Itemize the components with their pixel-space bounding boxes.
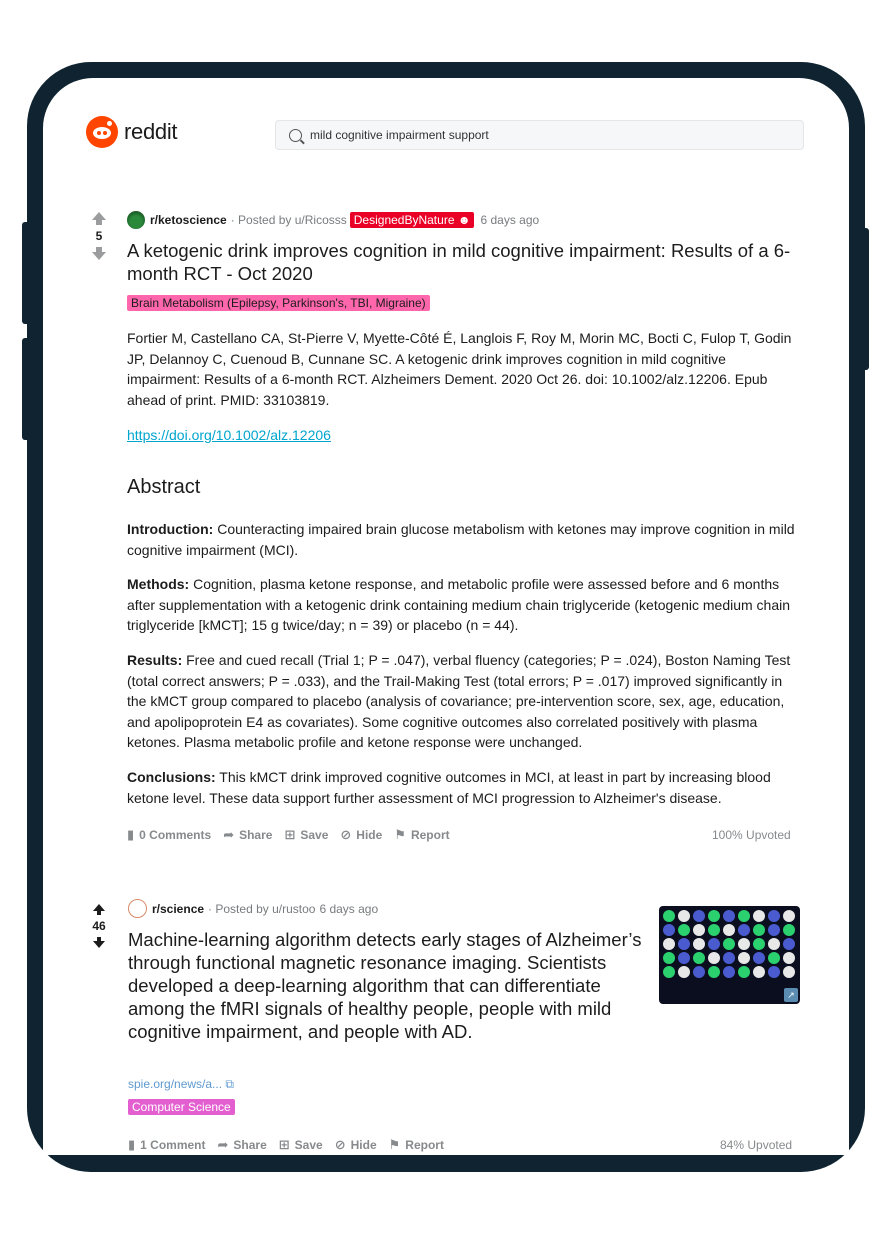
report-label: Report	[410, 828, 450, 842]
hide-button[interactable]	[340, 827, 382, 843]
scan-slice	[708, 924, 720, 936]
scan-slice	[738, 966, 750, 978]
scan-slice	[708, 938, 720, 950]
scan-slice	[693, 924, 705, 936]
scan-slice	[783, 938, 795, 950]
scan-slice	[738, 952, 750, 964]
results-text: Free and cued recall (Trial 1; P = .047), verbal fluency (categories; P = .024), Boston Naming Test (total correct answers; P = .033), and the Trail-Making Test (total errors; P = .017) improved significantly in the kMCT group compared to placebo (analysis of covariance; pre-intervention score, sex, age, education, and apolipoprotein E4 as covariates). Some cognitive outcomes also correlated positively with plasma ketones. Plasma metabolic profile and ketone response were unchanged.	[127, 651, 791, 751]
posted-by[interactable]: · Posted by u/Ricosss	[230, 213, 347, 227]
intro-text: Counteracting impaired brain glucose metabolism with ketones may improve cognition in mild cognitive impairment (MCI).	[127, 521, 795, 558]
hide-label: Hide	[356, 828, 383, 842]
comments-button[interactable]	[128, 1137, 206, 1153]
scan-slice	[753, 952, 765, 964]
downvote-icon[interactable]	[87, 937, 111, 948]
save-label: Save	[294, 1138, 323, 1152]
scan-slice	[768, 966, 780, 978]
save-label: Save	[300, 828, 329, 842]
search-input[interactable]: mild cognitive impairment support	[310, 128, 489, 142]
scan-slice	[663, 910, 675, 922]
hide-label: Hide	[350, 1138, 377, 1152]
scan-slice	[753, 924, 765, 936]
scan-slice	[708, 910, 720, 922]
post-title[interactable]: A ketogenic drink improves cognition in mild cognitive impairment: Results of a 6-month RCT - Oct 2020	[127, 240, 791, 284]
scan-slice	[768, 924, 780, 936]
comment-icon: ▮	[127, 827, 135, 842]
scan-slice	[768, 952, 780, 964]
comment-icon: ▮	[128, 1137, 136, 1152]
abstract-heading: Abstract	[127, 476, 201, 498]
scan-slice	[783, 910, 795, 922]
subreddit-icon[interactable]	[127, 211, 145, 229]
scan-slice	[723, 924, 735, 936]
post-actions	[128, 1137, 456, 1153]
post-flair[interactable]: Computer Science	[128, 1099, 235, 1115]
hide-icon: ⊘	[334, 1137, 346, 1152]
scan-slice	[663, 938, 675, 950]
intro-label: Introduction:	[127, 521, 214, 537]
share-label: Share	[233, 1138, 267, 1152]
upvote-icon[interactable]	[87, 212, 111, 225]
intro-paragraph	[127, 519, 802, 560]
flag-icon: ⚑	[394, 827, 406, 842]
vote-count: 46	[92, 919, 106, 933]
downvote-icon[interactable]	[87, 247, 111, 260]
share-icon: ➦	[217, 1137, 229, 1152]
scan-slice	[723, 910, 735, 922]
reddit-logo[interactable]	[86, 116, 177, 148]
share-button[interactable]	[218, 1137, 267, 1153]
scan-slice	[738, 910, 750, 922]
vote-count: 5	[95, 229, 103, 243]
subreddit-icon[interactable]	[128, 899, 147, 918]
vote-widget	[87, 904, 111, 948]
post-body	[127, 328, 802, 424]
subreddit-link[interactable]: r/ketoscience	[150, 213, 227, 227]
brain-scan-image	[659, 906, 800, 982]
screen	[43, 78, 849, 1155]
post-time: 6 days ago	[480, 213, 540, 227]
report-button[interactable]	[389, 1137, 444, 1153]
methods-paragraph	[127, 574, 802, 636]
volume-button	[22, 222, 30, 324]
scan-slice	[768, 910, 780, 922]
scan-slice	[753, 910, 765, 922]
comments-label: 1 Comment	[140, 1138, 206, 1152]
post-time: 6 days ago	[319, 901, 379, 916]
scan-slice	[738, 938, 750, 950]
external-link-icon: ↗	[784, 988, 798, 1002]
abstract-body	[127, 519, 802, 822]
vote-widget	[87, 212, 111, 260]
power-button	[861, 228, 869, 370]
upvote-icon[interactable]	[87, 904, 111, 915]
post-meta	[128, 899, 378, 918]
link-domain[interactable]	[128, 1077, 234, 1092]
scan-slice	[678, 952, 690, 964]
subreddit-link[interactable]: r/science	[152, 901, 205, 916]
flag-icon: ⚑	[388, 1137, 401, 1152]
scan-slice	[678, 966, 690, 978]
share-label: Share	[239, 828, 273, 842]
scan-slice	[693, 910, 705, 922]
alien-icon: ☻	[457, 213, 471, 227]
save-button[interactable]	[284, 827, 328, 843]
conclusions-paragraph	[127, 767, 802, 808]
report-button[interactable]	[394, 827, 449, 843]
scan-slice	[678, 910, 690, 922]
results-paragraph	[127, 650, 802, 753]
bookmark-icon: ⊞	[284, 827, 296, 842]
report-label: Report	[405, 1138, 444, 1152]
scan-slice	[723, 952, 735, 964]
scan-slice	[693, 952, 705, 964]
hide-button[interactable]	[335, 1137, 377, 1153]
logo-text: reddit	[124, 119, 178, 144]
doi-link[interactable]: https://doi.org/10.1002/alz.12206	[127, 427, 331, 443]
search-bar[interactable]	[275, 120, 804, 150]
scan-slice	[693, 938, 705, 950]
scan-slice	[753, 938, 765, 950]
methods-label: Methods:	[127, 576, 190, 593]
post-title[interactable]: Machine-learning algorithm detects early stages of Alzheimer’s through functional magnetic resonance imaging. Scientists developed a deep-learning algorithm that can differentiate among the fMRI signals of healthy people, people with mild cognitive impairment, and people with AD.	[128, 929, 642, 1042]
reddit-alien-icon	[86, 116, 118, 148]
upvote-ratio: 84% Upvoted	[720, 1138, 793, 1152]
scan-slice	[753, 966, 765, 978]
scan-slice	[708, 952, 720, 964]
scan-slice	[663, 924, 675, 936]
comments-label: 0 Comments	[139, 828, 212, 842]
share-button[interactable]	[223, 827, 272, 843]
methods-text: Cognition, plasma ketone response, and metabolic profile were assessed before and 6 months after supplementation with a ketogenic drink containing medium chain triglyceride (ketogenic medium chain triglyceride [kMCT]; 15 g twice/day; n = 39) or placebo (n = 44).	[127, 576, 791, 634]
scan-slice	[723, 938, 735, 950]
external-link-icon: ⧉	[225, 1077, 234, 1091]
domain-text: spie.org/news/a...	[128, 1077, 223, 1091]
scan-slice	[678, 924, 690, 936]
search-icon	[289, 129, 302, 142]
scan-slice	[783, 924, 795, 936]
post-flair[interactable]: Brain Metabolism (Epilepsy, Parkinson's, TBI, Migraine)	[127, 295, 430, 311]
conclusions-label: Conclusions:	[127, 768, 216, 785]
scan-slice	[783, 966, 795, 978]
upvote-ratio: 100% Upvoted	[712, 828, 791, 842]
bookmark-icon: ⊞	[278, 1137, 290, 1152]
comments-button[interactable]	[127, 827, 211, 843]
scan-slice	[738, 924, 750, 936]
save-button[interactable]	[279, 1137, 323, 1153]
post-thumbnail[interactable]	[659, 906, 800, 1004]
scan-slice	[693, 966, 705, 978]
results-label: Results:	[127, 651, 183, 668]
share-icon: ➦	[223, 827, 235, 842]
user-flair-text: DesignedByNature	[353, 213, 455, 227]
conclusions-text: This kMCT drink improved cognitive outcomes in MCI, at least in part by increasing blood ketone level. These data support further assessment of MCI progression to Alzheimer's disease.	[127, 768, 771, 806]
hide-icon: ⊘	[340, 827, 352, 842]
scan-slice	[663, 966, 675, 978]
volume-button	[22, 338, 30, 440]
posted-by[interactable]: · Posted by u/rustoo	[208, 901, 316, 916]
user-flair	[350, 212, 475, 228]
scan-slice	[783, 952, 795, 964]
post-meta	[127, 211, 539, 229]
scan-slice	[768, 938, 780, 950]
scan-slice	[723, 966, 735, 978]
scan-slice	[663, 952, 675, 964]
scan-slice	[708, 966, 720, 978]
post-actions	[127, 827, 462, 843]
citation-text: Fortier M, Castellano CA, St-Pierre V, Myette-Côté É, Langlois F, Roy M, Morin MC, Bocti C, Fulop T, Godin JP, Delannoy C, Cuenoud B, Cunnane SC. A ketogenic drink improves cognition in mild cognitive impairment: Results of a 6-month RCT. Alzheimers Dement. 2020 Oct 26. doi: 10.1002/alz.12206. Epub ahead of print. PMID: 33103819.	[127, 330, 792, 408]
scan-slice	[678, 938, 690, 950]
